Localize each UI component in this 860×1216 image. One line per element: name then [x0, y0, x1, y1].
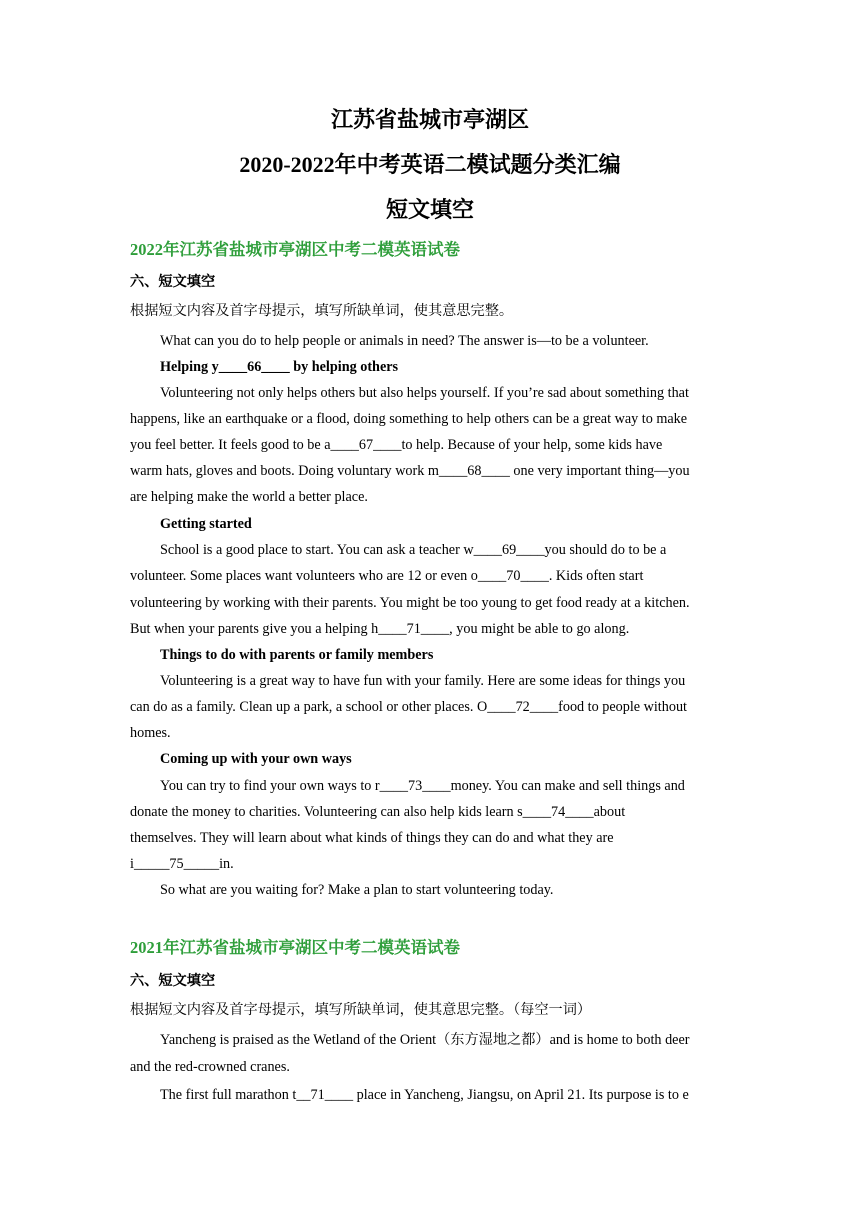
- passage-line: But when your parents give you a helping h____71____, you might be able to go along.: [130, 621, 630, 637]
- passage-line: What can you do to help people or animals in need? The answer is—to be a volunteer.: [160, 333, 649, 349]
- passage-line: You can try to find your own ways to r____73____money. You can make and sell things and: [160, 778, 685, 794]
- passage-line: Yancheng is praised as the Wetland of the Orient（东方湿地之都）and is home to both deer: [160, 1032, 690, 1048]
- passage-line: The first full marathon t__71____ place in Yancheng, Jiangsu, on April 21. Its purpose is to e: [160, 1087, 689, 1103]
- section-2021-instruction: 根据短文内容及首字母提示，填写所缺单词，使其意思完整。（每空一词）: [130, 1002, 592, 1018]
- passage-line: are helping make the world a better place.: [130, 489, 368, 505]
- passage-line: volunteering by working with their parents. You might be too young to get food ready at a kitchen.: [130, 595, 690, 611]
- section-2022-instruction: 根据短文内容及首字母提示，填写所缺单词，使其意思完整。: [130, 303, 514, 319]
- passage-line: So what are you waiting for? Make a plan to start volunteering today.: [160, 882, 554, 898]
- passage-line: School is a good place to start. You can ask a teacher w____69____you should do to be a: [160, 542, 667, 558]
- passage-line: Volunteering is a great way to have fun with your family. Here are some ideas for things you: [160, 673, 686, 689]
- passage-subheading: Getting started: [160, 516, 252, 532]
- passage-line: happens, like an earthquake or a flood, doing something to help others can be a great way to make: [130, 411, 688, 427]
- passage-line: donate the money to charities. Volunteering can also help kids learn s____74____about: [130, 804, 626, 820]
- section-2022-part: 六、短文填空: [130, 274, 216, 290]
- passage-line: warm hats, gloves and boots. Doing voluntary work m____68____ one very important thing—you: [130, 463, 690, 479]
- passage-line: volunteer. Some places want volunteers who are 12 or even o____70____. Kids often start: [130, 568, 644, 584]
- doc-title-line1: 江苏省盐城市亭湖区: [330, 107, 529, 132]
- passage-subheading: Coming up with your own ways: [160, 751, 352, 767]
- section-2021-part: 六、短文填空: [130, 973, 216, 989]
- section-2021-heading: 2021年江苏省盐城市亭湖区中考二模英语试卷: [130, 938, 460, 957]
- passage-line: themselves. They will learn about what kinds of things they can do and what they are: [130, 830, 614, 846]
- passage-subheading: Things to do with parents or family members: [160, 647, 434, 663]
- section-2022-heading: 2022年江苏省盐城市亭湖区中考二模英语试卷: [130, 240, 460, 259]
- doc-title-line3: 短文填空: [385, 197, 474, 222]
- doc-title-line2: 2020-2022年中考英语二模试题分类汇编: [239, 152, 621, 177]
- passage-subheading: Helping y____66____ by helping others: [160, 359, 399, 375]
- passage-line: can do as a family. Clean up a park, a school or other places. O____72____food to people without: [130, 699, 687, 715]
- passage-line: homes.: [130, 725, 171, 741]
- passage-line: Volunteering not only helps others but also helps yourself. If you’re sad about something that: [160, 385, 689, 401]
- passage-line: you feel better. It feels good to be a____67____to help. Because of your help, some kids have: [130, 437, 663, 453]
- passage-line: i_____75_____in.: [130, 856, 234, 872]
- passage-line: and the red-crowned cranes.: [130, 1059, 290, 1075]
